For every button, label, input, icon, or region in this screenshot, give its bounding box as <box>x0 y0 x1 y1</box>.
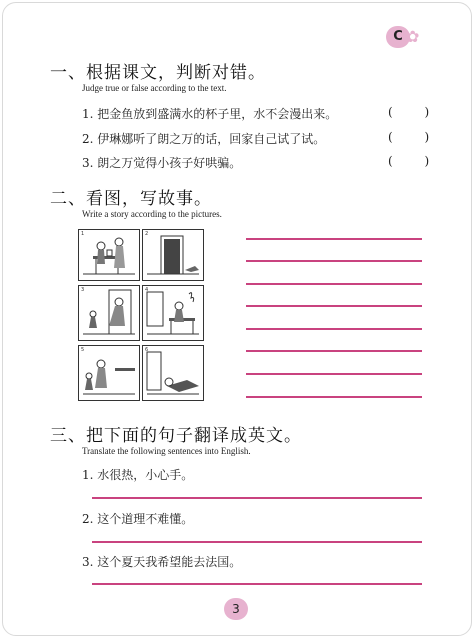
judge-item-1: 1. 把金鱼放到盛满水的杯子里，水不会漫出来。 <box>82 107 338 121</box>
section1-title: 一、根据课文，判断对错。 <box>50 63 266 83</box>
writing-line[interactable] <box>246 350 422 352</box>
writing-line[interactable] <box>246 305 422 307</box>
answer-blank-1[interactable]: ( ) <box>388 105 444 119</box>
story-picture-5 <box>78 345 140 401</box>
writing-line[interactable] <box>246 283 422 285</box>
panel-number: 2 <box>145 231 149 237</box>
badge-letter: C <box>393 29 403 44</box>
panel-number: 4 <box>145 287 149 293</box>
flower-icon: ✿ <box>406 27 420 46</box>
story-picture-2 <box>142 229 204 281</box>
translate-item-1: 1. 水很热，小心手。 <box>82 468 194 482</box>
story-picture-1 <box>78 229 140 281</box>
writing-line[interactable] <box>246 238 422 240</box>
scene-running-icon <box>79 286 139 340</box>
section2-instruction: Write a story according to the pictures. <box>82 209 222 219</box>
panel-number: 3 <box>81 287 85 293</box>
writing-line[interactable] <box>246 373 422 375</box>
panel-number: 1 <box>81 231 85 237</box>
story-picture-4 <box>142 285 204 341</box>
page-number-badge <box>224 598 248 620</box>
judge-item-3: 3. 朗之万觉得小孩子好哄骗。 <box>82 156 242 170</box>
translate-item-3: 3. 这个夏天我希望能去法国。 <box>82 555 242 569</box>
page-number: 3 <box>232 602 240 616</box>
writing-line[interactable] <box>246 260 422 262</box>
translate-item-2: 2. 这个道理不难懂。 <box>82 512 194 526</box>
scene-desk-icon <box>143 286 203 340</box>
section3-instruction: Translate the following sentences into English. <box>82 446 251 456</box>
answer-blank-2[interactable]: ( ) <box>388 130 444 144</box>
judge-item-2: 2. 伊琳娜听了朗之万的话，回家自己试了试。 <box>82 132 326 146</box>
writing-line[interactable] <box>246 328 422 330</box>
answer-line-2[interactable] <box>92 541 422 543</box>
answer-line-1[interactable] <box>92 497 422 499</box>
scene-shelf-icon <box>79 346 139 400</box>
scene-door-icon <box>143 230 203 280</box>
scene-table-icon <box>79 230 139 280</box>
writing-line[interactable] <box>246 396 422 398</box>
section1-instruction: Judge true or false according to the text. <box>82 83 227 93</box>
story-picture-3 <box>78 285 140 341</box>
answer-blank-3[interactable]: ( ) <box>388 154 444 168</box>
panel-number: 6 <box>145 347 149 353</box>
section2-title: 二、看图，写故事。 <box>50 189 212 209</box>
section3-title: 三、把下面的句子翻译成英文。 <box>50 426 302 446</box>
scene-fallen-icon <box>143 346 203 400</box>
answer-line-3[interactable] <box>92 583 422 585</box>
panel-number: 5 <box>81 347 85 353</box>
level-badge <box>386 26 422 48</box>
story-picture-6 <box>142 345 204 401</box>
